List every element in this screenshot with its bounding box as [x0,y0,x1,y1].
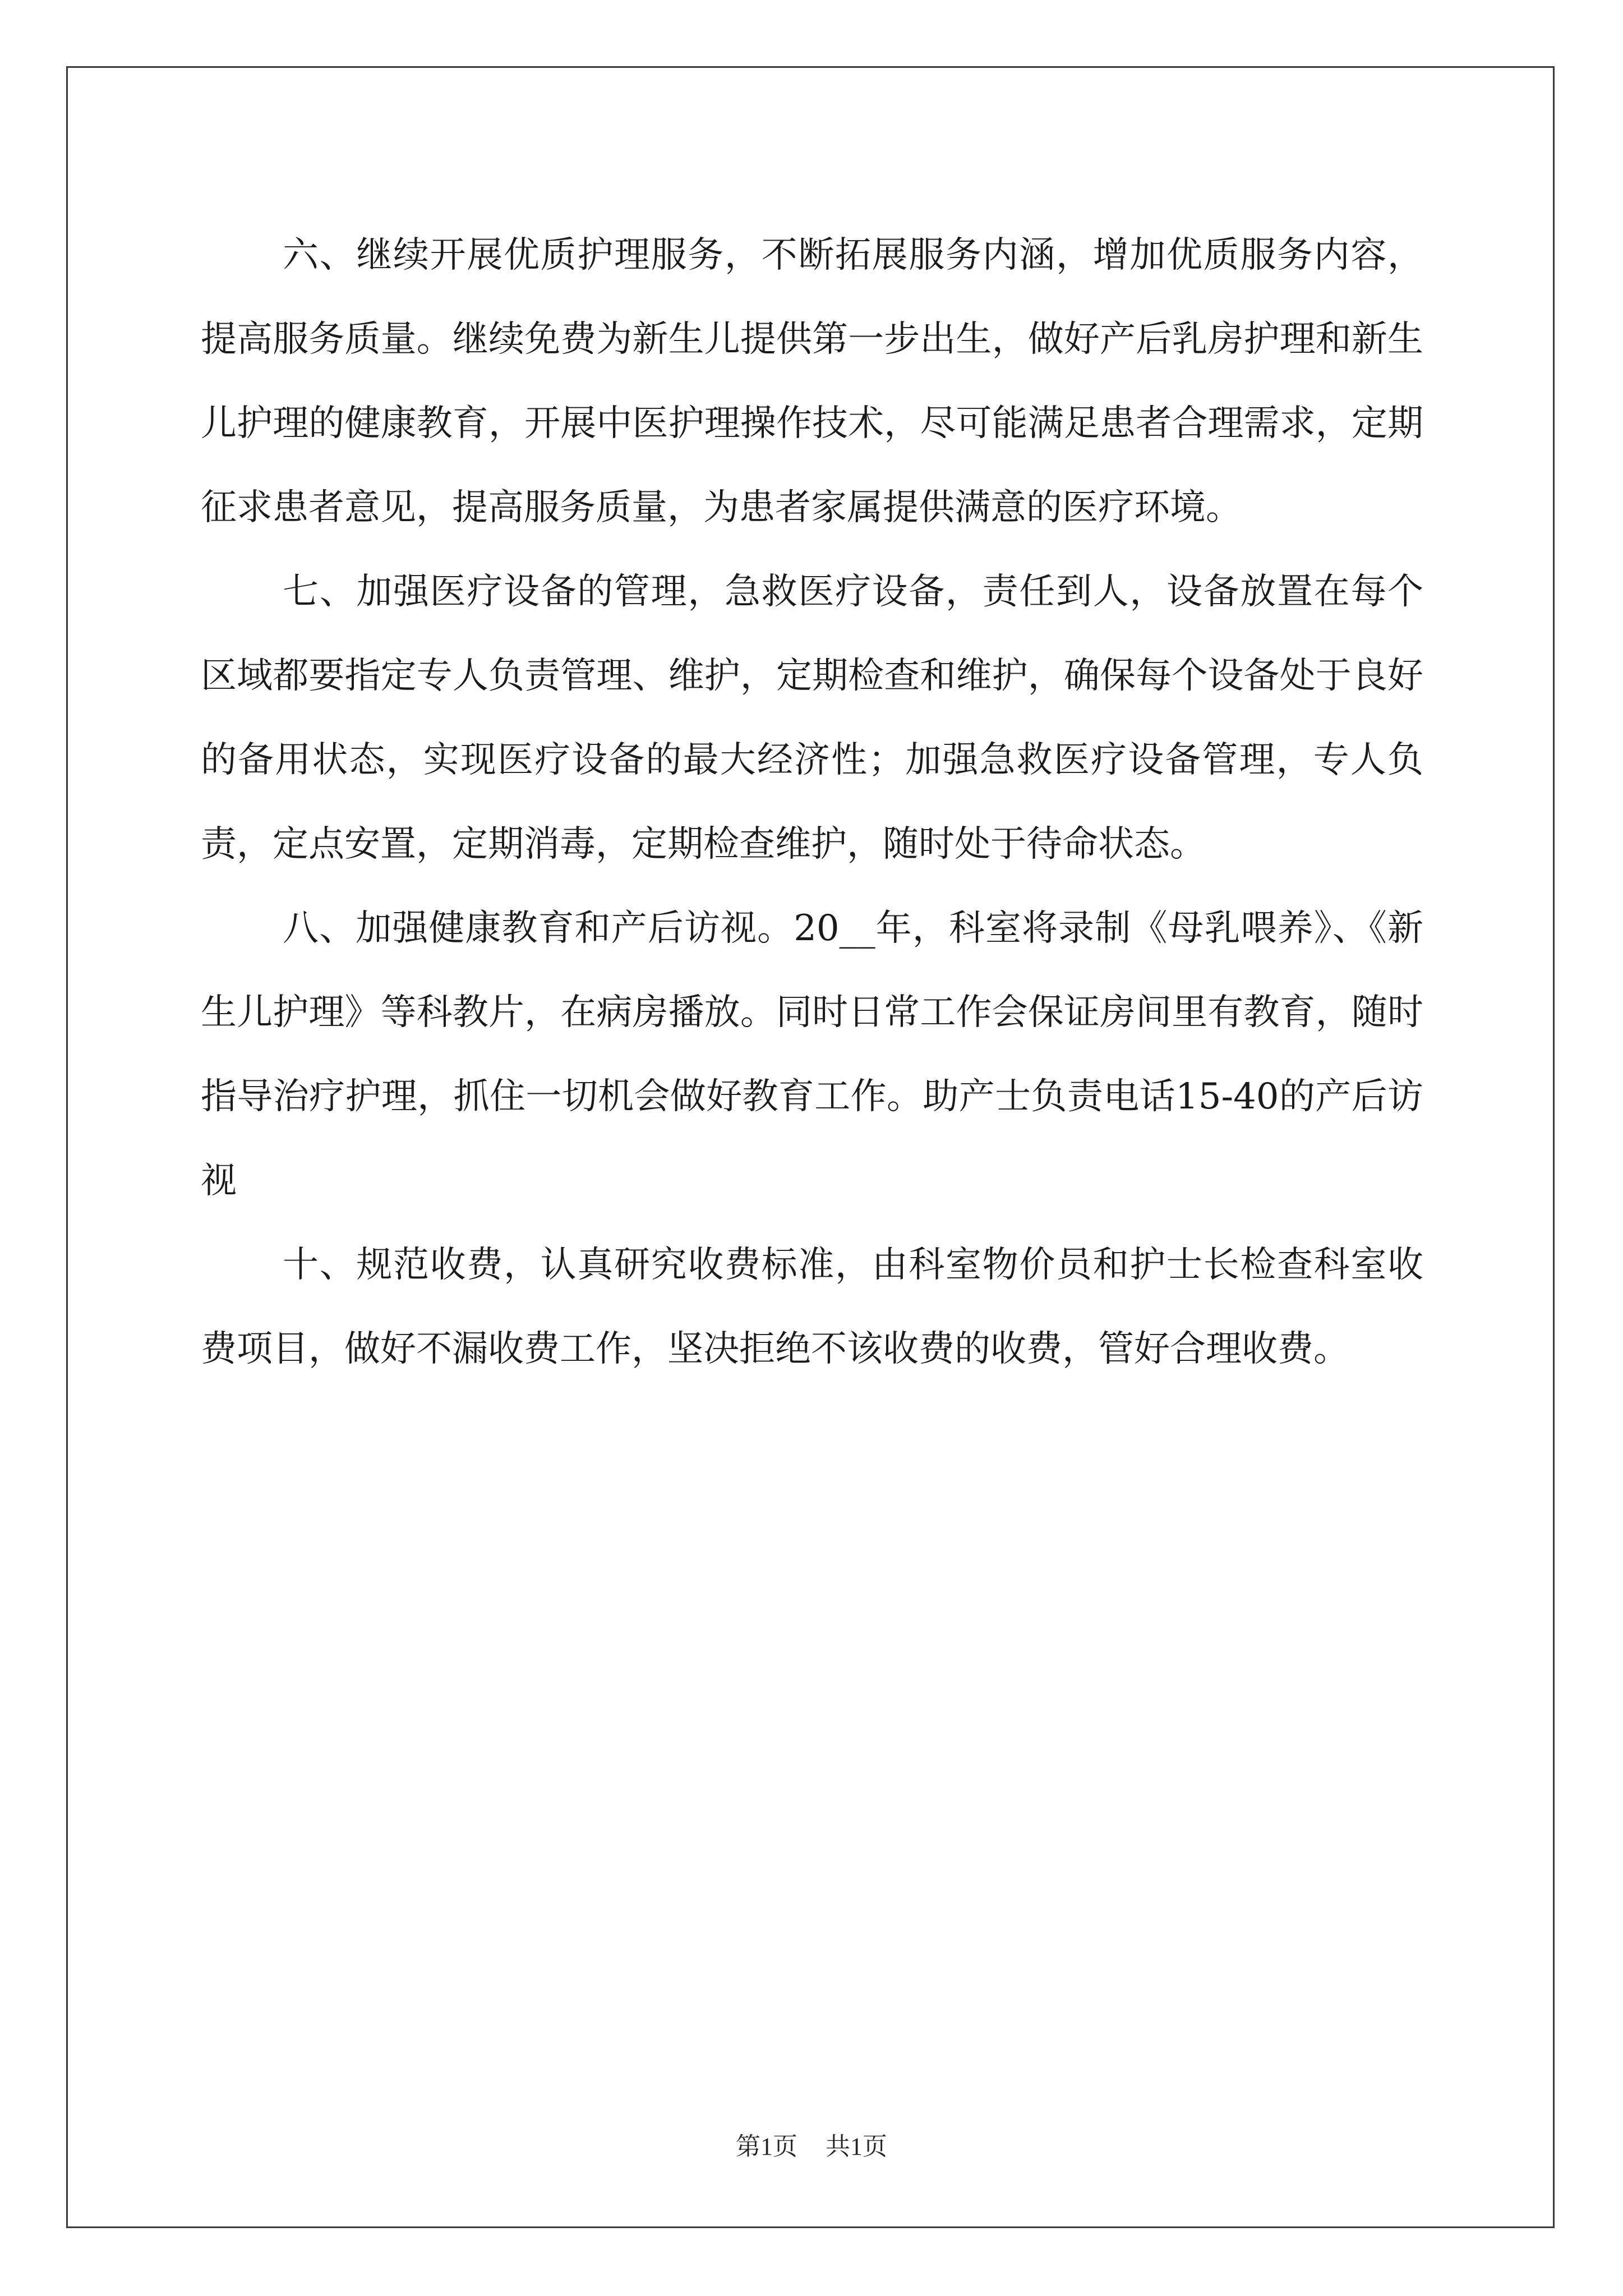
page-footer [0,2126,1623,2162]
document-body [201,213,1423,1391]
paragraph-six: 六、继续开展优质护理服务，不断拓展服务内涵，增加优质服务内容，提高服务质量。继续免费为新生儿提供第一步出生，做好产后乳房护理和新生儿护理的健康教育，开展中医护理操作技术，尽可能满足患者合理需求，定期征求患者意见，提高服务质量，为患者家属提供满意的医疗环境。 [201,234,1423,528]
page-number: 第1页 [736,2133,797,2160]
paragraph-seven: 七、加强医疗设备的管理，急救医疗设备，责任到人，设备放置在每个区域都要指定专人负责管理、维护，定期检查和维护，确保每个设备处于良好的备用状态，实现医疗设备的最大经济性；加强急救医疗设备管理，专人负责，定点安置，定期消毒，定期检查维护，随时处于待命状态。 [201,571,1423,865]
paragraph-eight: 八、加强健康教育和产后访视。20__年，科室将录制《母乳喂养》、《新生儿护理》等科教片，在病房播放。同时日常工作会保证房间里有教育，随时指导治疗护理，抓住一切机会做好教育工作。助产士负责电话15-40的产后访视 [201,908,1423,1202]
paragraph-ten: 十、规范收费，认真研究收费标准，由科室物价员和护士长检查科室收费项目，做好不漏收费工作，坚决拒绝不该收费的收费，管好合理收费。 [201,1244,1423,1370]
page-total: 共1页 [826,2133,887,2160]
